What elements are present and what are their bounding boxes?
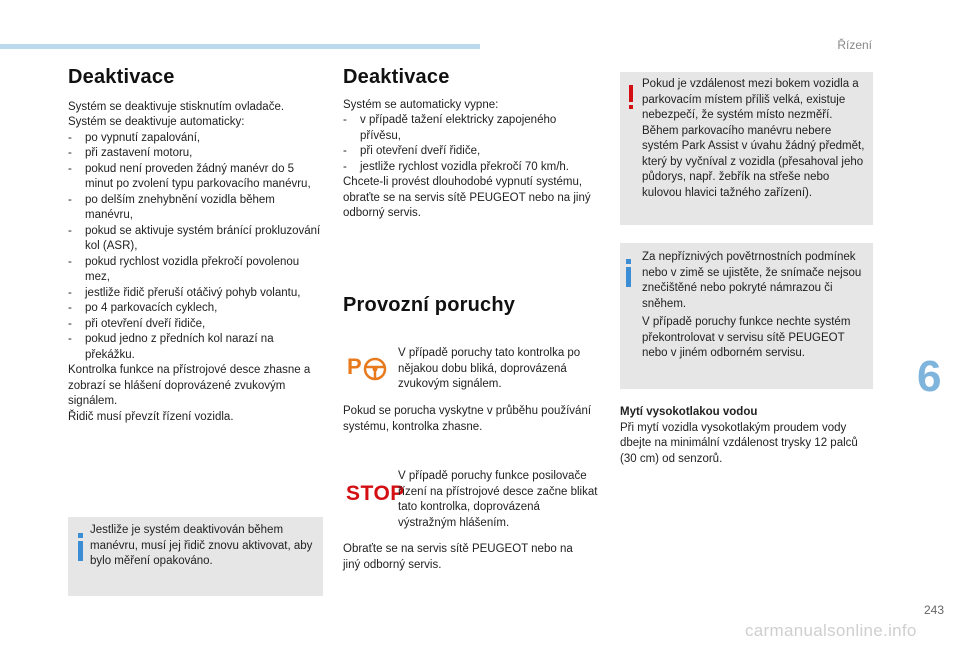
list-item: - v případě tažení elektricky zapojeného přívěsu, (343, 113, 599, 144)
left-column (68, 66, 324, 425)
list-item: - při otevření dveří řidiče, (68, 317, 324, 333)
fault1-after-text: Pokud se porucha vyskytne v průběhu používání systému, kontrolka zhasne. (343, 405, 592, 433)
left-heading: Deaktivace (68, 66, 175, 88)
fault2-after-text: Obraťte se na servis sítě PEUGEOT nebo na jiný odborný servis. (343, 543, 573, 571)
right-info-box (620, 243, 873, 389)
svg-text:P: P (347, 354, 362, 379)
washing-heading: Mytí vysokotlakou vodou (620, 406, 758, 418)
page-number: 243 (924, 603, 945, 617)
watermark: carmanualsonline.info (745, 621, 917, 640)
middle-column (343, 66, 599, 222)
washing-section (620, 405, 875, 467)
list-item: - při otevření dveří řidiče, (343, 144, 599, 160)
list-item: - jestliže řidič přeruší otáčivý pohyb volantu, (68, 286, 324, 302)
fault2-text: V případě poruchy funkce posilovače řízení na přístrojové desce začne blikat tato kontrolka, doprovázená výstražným hlášením. (398, 470, 598, 529)
stop-warning-icon: STOP (346, 482, 405, 505)
top-accent-bar (0, 44, 480, 49)
right-warning-box (620, 72, 873, 225)
left-deactivation-list (68, 131, 324, 364)
middle-deactivation-list (343, 113, 599, 175)
left-intro: Systém se deaktivuje stisknutím ovladače. (68, 100, 285, 113)
list-item: - pokud jedno z předních kol narazí na překážku. (68, 332, 324, 363)
list-item: - po delším znehybnění vozidla během manévru, (68, 193, 324, 224)
list-item: - pokud není proveden žádný manévr do 5 minut po zvolení typu parkovacího manévru, (68, 162, 324, 193)
chapter-number: 6 (917, 352, 942, 401)
warning-text: Pokud je vzdálenost mezi bokem vozidla a parkovacím místem příliš velká, existuje nebezpečí, že systém místo nezměří. Během parkovacího manévru nebere systém Park Assist v úvahu žádný předmět, který by vyčníval z vozidla (přesahoval jeho půdorys, např. žebřík na střeše nebo kulovou hlavici tažného zařízení). (642, 78, 865, 199)
info-icon (78, 533, 83, 561)
left-indicator-text: Kontrolka funkce na přístrojové desce zhasne a zobrazí se hlášení doprovázené zvukovým signálem. (68, 364, 311, 407)
section-title: Řízení (837, 38, 872, 52)
list-item: - při zastavení motoru, (68, 146, 324, 162)
fault1-text: V případě poruchy tato kontrolka po nějakou dobu bliká, doprovázená zvukovým signálem. (398, 347, 581, 390)
right-info-text-2: V případě poruchy funkce nechte systém překontrolovat v servisu sítě PEUGEOT nebo v jiném odborném servisu. (642, 316, 851, 359)
middle-service-text: Chcete-li provést dlouhodobé vypnutí systému, obraťte se na servis sítě PEUGEOT nebo na jiný odborný servis. (343, 176, 591, 219)
left-info-text: Jestliže je systém deaktivován během manévru, musí jej řidič znovu aktivovat, aby bylo měření opakováno. (90, 524, 313, 567)
list-item: - pokud se aktivuje systém bránící prokluzování kol (ASR), (68, 224, 324, 255)
park-assist-warning-icon (347, 352, 387, 382)
left-auto-intro: Systém se deaktivuje automaticky: (68, 116, 245, 128)
right-info-text-1: Za nepříznivých povětrnostních podmínek nebo v zimě se ujistěte, že snímače nejsou znečištěné nebo pokryté námrazou či sněhem. (642, 251, 862, 310)
faults-heading: Provozní poruchy (343, 294, 516, 316)
list-item: - po vypnutí zapalování, (68, 131, 324, 147)
middle-intro: Systém se automaticky vypne: (343, 98, 499, 111)
list-item: - jestliže rychlost vozidla překročí 70 km/h. (343, 160, 599, 176)
info-icon (626, 259, 631, 287)
list-item: - pokud rychlost vozidla překročí povolenou mez, (68, 255, 324, 286)
list-item: - po 4 parkovacích cyklech, (68, 301, 324, 317)
left-info-box (68, 517, 323, 596)
left-driver-text: Řidič musí převzít řízení vozidla. (68, 410, 234, 423)
middle-heading: Deaktivace (343, 66, 450, 88)
washing-text: Při mytí vozidla vysokotlakým proudem vody dbejte na minimální vzdálenost trysky 12 palců (30 cm) od senzorů. (620, 421, 858, 465)
warning-icon (629, 85, 633, 109)
